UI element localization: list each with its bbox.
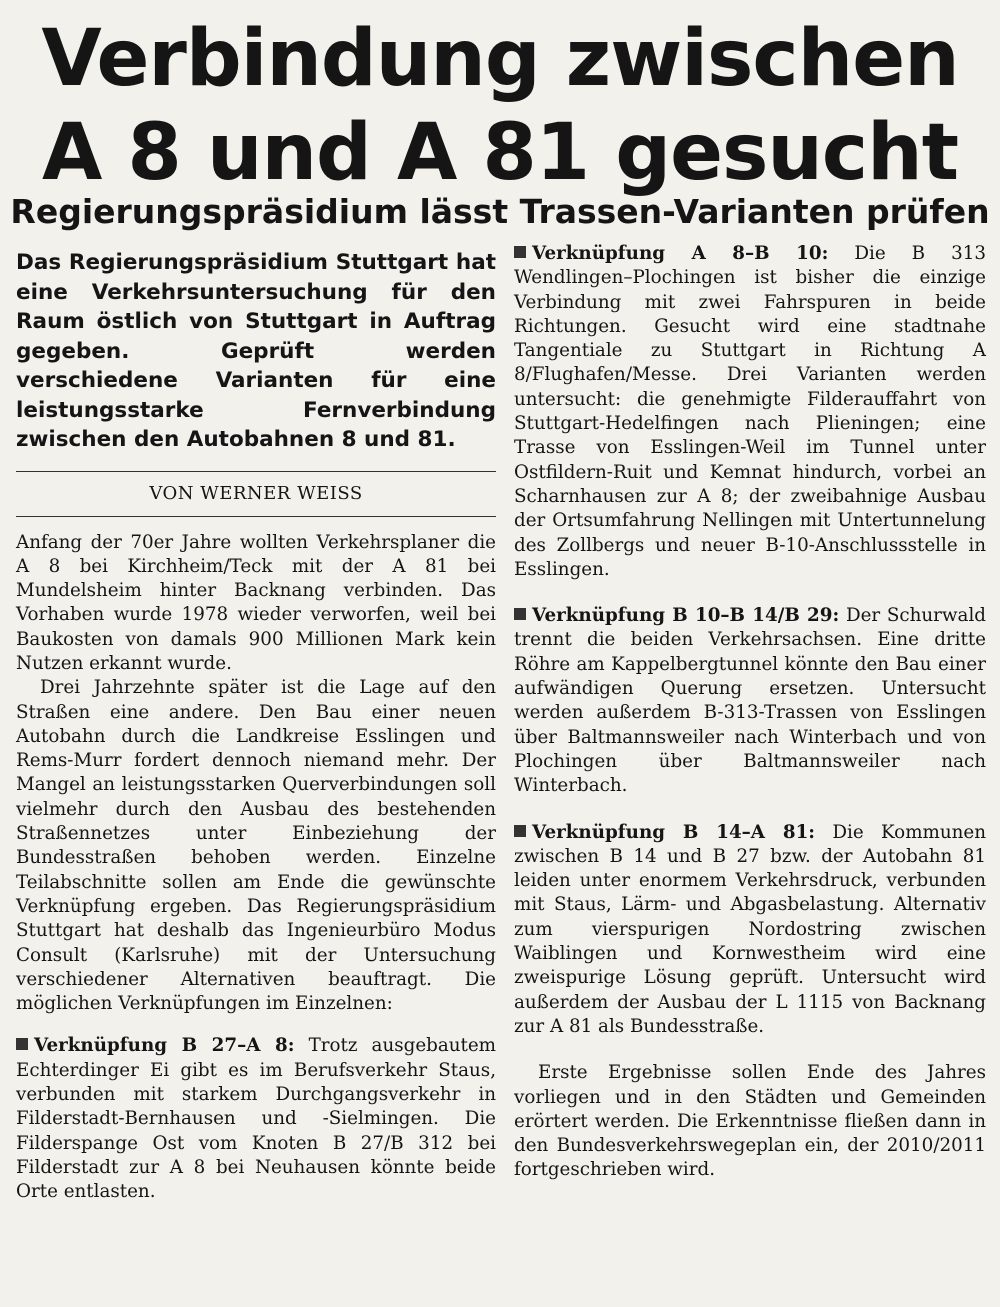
body-paragraph-2: Drei Jahrzehnte später ist die Lage auf den Straßen eine andere. Den Bau einer neuen Autobahn durch die Landkreise Esslingen und Rems-Murr fordert dennoch niemand mehr. Der Mangel an leistungsstarken Querverbindungen soll vielmehr durch den Ausbau des bestehenden Straßennetzes unter Einbeziehung der Bundesstraßen behoben werden. Einzelne Teilabschnitte sollen am Ende die gewünschte Verknüpfung ergeben. Das Regierungspräsidium Stuttgart hat deshalb das Ingenieurbüro Modus Consult (Karlsruhe) mit der Untersuchung verschiedener Alternativen beauftragt. Die möglichen Verknüpfungen im Einzelnen: [16, 677, 496, 1015]
lead-paragraph: Das Regierungspräsidium Stuttgart hat eine Verkehrsuntersuchung für den Raum östlich von Stuttgart in Auftrag gegeben. Geprüft werden verschiedene Varianten für eine leistungsstarke Fernverbindung zwischen den Autobahnen 8 und 81. [16, 250, 496, 452]
section-a8-b10 [514, 242, 986, 582]
byline: VON WERNER WEISS [149, 482, 363, 504]
subheadline: Regierungspräsidium lässt Trassen-Varianten prüfen [10, 192, 990, 231]
section-text: Trotz ausgebautem Echterdinger Ei gibt es im Berufsverkehr Staus, verbunden mit starkem Durchgangsverkehr in Filderstadt-Bernhausen und -Sielmingen. Die Filderspange Ost vom Knoten B 27/B 312 bei Filderstadt zur A 8 bei Neuhausen könnte beide Orte entlasten. [16, 1035, 497, 1203]
left-column [16, 248, 496, 1205]
divider [16, 516, 496, 517]
section-b27-a8 [16, 1034, 496, 1204]
section-title: Verknüpfung A 8–B 10: [532, 243, 829, 264]
square-bullet-icon [514, 246, 526, 258]
headline-line-2: A 8 und A 81 gesucht [42, 108, 958, 198]
square-bullet-icon [16, 1038, 28, 1050]
body-paragraph-1: Anfang der 70er Jahre wollten Verkehrsplaner die A 8 bei Kirchheim/Teck mit der A 81 bei Mundelsheim hinter Backnang verbinden. Das Vorhaben wurde 1978 wieder verworfen, weil bei Baukosten von damals 900 Millionen Mark kein Nutzen erkannt wurde. [16, 531, 496, 674]
square-bullet-icon [514, 825, 526, 837]
section-b10-b14 [514, 604, 986, 798]
divider [16, 471, 496, 472]
section-title: Verknüpfung B 14–A 81: [532, 821, 816, 843]
headline-line-1: Verbindung zwischen [41, 14, 959, 104]
section-title: Verknüpfung B 27–A 8: [34, 1035, 295, 1057]
closing-paragraph: Erste Ergebnisse sollen Ende des Jahres vorliegen und in den Städten und Gemeinden erörtert werden. Die Erkenntnisse fließen dann in den Bundesverkehrswegeplan ein, der 2010/2011 fortgeschrieben wird. [514, 1062, 986, 1181]
section-text: Der Schurwald trennt die beiden Verkehrsachsen. Eine dritte Röhre am Kappelbergtunnel könnte den Bau einer aufwändigen Querung ersetzen. Untersucht werden außerdem B-313-Trassen von Esslingen über Baltmannsweiler nach Winterbach und von Plochingen über Baltmannsweiler nach Winterbach. [514, 605, 987, 797]
section-text: Die Kommunen zwischen B 14 und B 27 bzw. der Autobahn 81 leiden unter enormem Verkehrsdruck, verbunden mit Staus, Lärm- und Abgasbelastung. Alternativ zum vierspurigen Nordostring zwischen Waiblingen und Kornwestheim wird eine zweispurige Lösung geprüft. Untersucht wird außerdem der Ausbau der L 1115 von Backnang zur A 81 als Bundesstraße. [514, 821, 986, 1037]
section-text: Die B 313 Wendlingen–Plochingen ist bisher die einzige Verbindung mit zwei Fahrspuren in beide Richtungen. Gesucht wird eine stadtnahe Tangentiale zu Stuttgart in Richtung A 8/Flughafen/Messe. Drei Varianten werden untersucht: die genehmigte Filderauffahrt von Stuttgart-Hedelfingen nach Plieningen; eine Trasse von Esslingen-Weil im Tunnel unter Ostfildern-Ruit und Kemnat hindurch, vorbei an Scharnhausen zur A 8; der zweibahnige Ausbau der Ortsumfahrung Nellingen mit Untertunnelung des Zollbergs und neuer B-10-Anschlussstelle in Esslingen. [514, 243, 986, 580]
section-title: Verknüpfung B 10–B 14/B 29: [532, 605, 840, 627]
right-column [514, 242, 986, 1183]
section-b14-a81 [514, 821, 986, 1040]
square-bullet-icon [514, 608, 526, 620]
headline [0, 12, 1000, 200]
